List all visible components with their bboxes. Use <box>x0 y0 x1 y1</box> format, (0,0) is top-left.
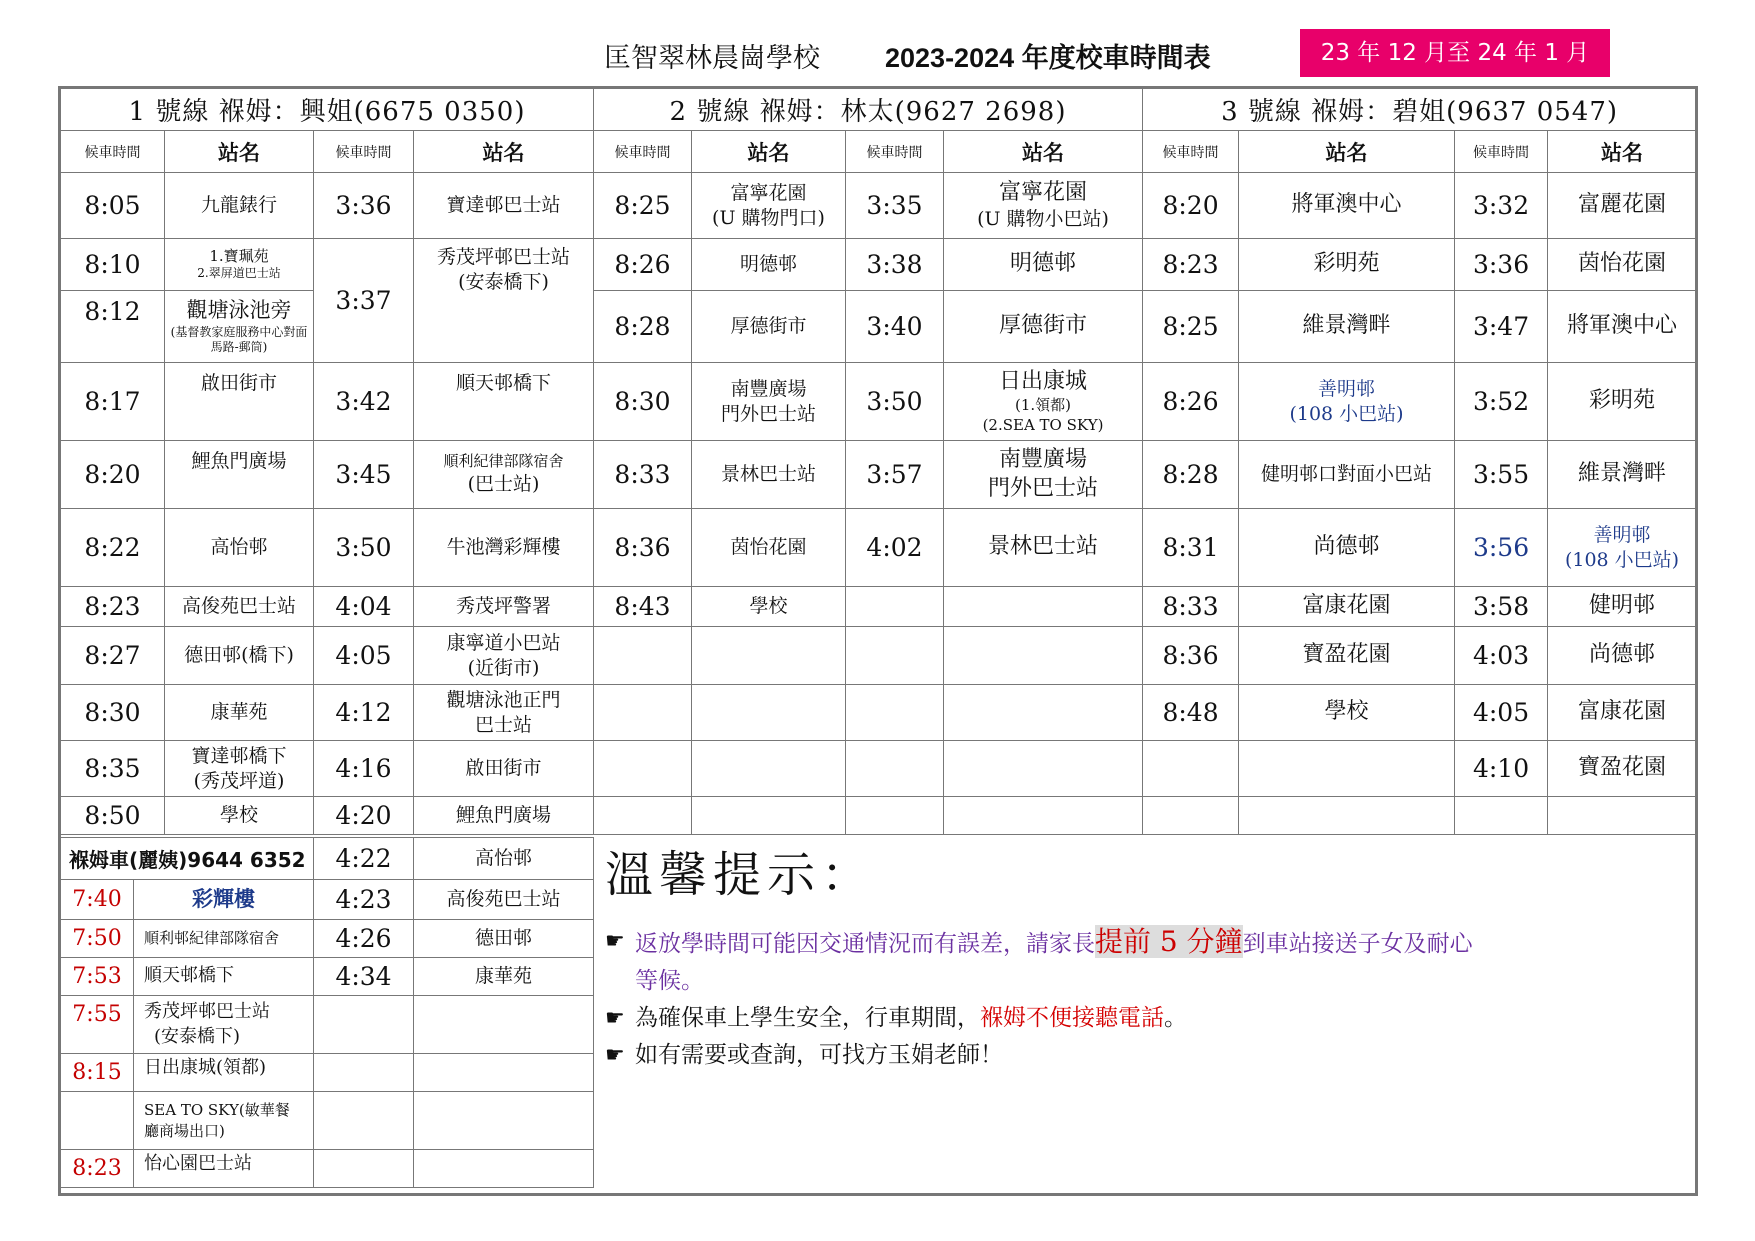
pm-time: 4:04 <box>314 587 414 627</box>
pm-stop: 德田邨 <box>414 920 594 958</box>
empty-cell <box>944 741 1143 797</box>
nanny-stop: 彩輝樓 <box>134 880 314 920</box>
col-header-time: 候車時間 <box>594 131 692 173</box>
pm-time: 4:03 <box>1455 627 1548 685</box>
col-header-stop: 站名 <box>1239 131 1455 173</box>
tip-item: ☛ 為確保車上學生安全，行車期間，褓姆不便接聽電話。 <box>605 1000 1693 1037</box>
pm-stop: 寶盈花園 <box>1548 741 1697 797</box>
pointing-hand-icon: ☛ <box>605 1043 625 1068</box>
am-time: 8:33 <box>1143 587 1239 627</box>
empty-cell <box>414 1150 594 1188</box>
empty-cell <box>692 627 846 685</box>
col-header-stop: 站名 <box>414 131 594 173</box>
am-stop: 厚德街市 <box>692 291 846 363</box>
pm-stop: 觀塘泳池正門 巴士站 <box>414 685 594 741</box>
nanny-stop: 日出康城(領都) <box>134 1054 314 1092</box>
nanny-car-table <box>60 837 594 1188</box>
empty-cell <box>1239 741 1455 797</box>
am-stop: 健明邨口對面小巴站 <box>1239 441 1455 509</box>
am-stop: 學校 <box>1239 685 1455 741</box>
nanny-time: 8:15 <box>61 1054 134 1092</box>
am-time: 8:30 <box>594 363 692 441</box>
am-stop: 景林巴士站 <box>692 441 846 509</box>
col-header-time: 候車時間 <box>1143 131 1239 173</box>
am-stop: 將軍澳中心 <box>1239 173 1455 239</box>
pm-stop: 高怡邨 <box>414 838 594 880</box>
nanny-time <box>61 1092 134 1150</box>
am-stop: 高俊苑巴士站 <box>165 587 314 627</box>
am-time: 8:48 <box>1143 685 1239 741</box>
nanny-time: 8:23 <box>61 1150 134 1188</box>
am-time: 8:36 <box>594 509 692 587</box>
am-time: 8:17 <box>61 363 165 441</box>
empty-cell <box>846 685 944 741</box>
empty-cell <box>846 797 944 835</box>
route3-title: 3 號線 褓姆：碧姐(9637 0547) <box>1143 89 1697 131</box>
am-time: 8:26 <box>594 239 692 291</box>
am-stop: 觀塘泳池旁 (基督教家庭服務中心對面馬路-郵筒) <box>165 291 314 363</box>
pm-stop: 康華苑 <box>414 958 594 996</box>
pm-time: 4:05 <box>1455 685 1548 741</box>
pm-time: 3:50 <box>846 363 944 441</box>
pm-stop: 富麗花園 <box>1548 173 1697 239</box>
empty-cell <box>692 685 846 741</box>
nanny-time: 7:55 <box>61 996 134 1054</box>
pm-time: 3:32 <box>1455 173 1548 239</box>
am-time: 8:28 <box>1143 441 1239 509</box>
empty-cell <box>944 685 1143 741</box>
col-header-stop: 站名 <box>944 131 1143 173</box>
am-time: 8:36 <box>1143 627 1239 685</box>
pm-time: 3:52 <box>1455 363 1548 441</box>
col-header-time: 候車時間 <box>61 131 165 173</box>
am-stop: 寶達邨橋下 (秀茂坪道) <box>165 741 314 797</box>
col-header-stop: 站名 <box>1548 131 1697 173</box>
nanny-stop: 怡心園巴士站 <box>134 1150 314 1188</box>
am-stop: 康華苑 <box>165 685 314 741</box>
nanny-stop: 順天邨橋下 <box>134 958 314 996</box>
pm-time: 3:57 <box>846 441 944 509</box>
tip-item: ☛ 返放學時間可能因交通情況而有誤差，請家長提前 5 分鐘到車站接送子女及耐心 等候。 <box>605 925 1473 994</box>
pm-time: 4:12 <box>314 685 414 741</box>
pm-stop: 健明邨 <box>1548 587 1697 627</box>
nanny-time: 7:50 <box>61 920 134 958</box>
am-stop: 彩明苑 <box>1239 239 1455 291</box>
pm-stop: 明德邨 <box>944 239 1143 291</box>
empty-cell <box>1143 797 1239 835</box>
route2-route3-table <box>593 88 1697 835</box>
route2-title: 2 號線 褓姆：林太(9627 2698) <box>594 89 1143 131</box>
am-time: 8:23 <box>1143 239 1239 291</box>
pm-stop: 秀茂坪警署 <box>414 587 594 627</box>
page-header <box>0 36 1755 76</box>
am-time: 8:28 <box>594 291 692 363</box>
nanny-stop: 秀茂坪邨巴士站 (安泰橋下) <box>134 996 314 1054</box>
empty-cell <box>1455 797 1548 835</box>
am-time: 8:23 <box>61 587 165 627</box>
pm-time: 3:56 <box>1455 509 1548 587</box>
pm-time: 4:20 <box>314 797 414 835</box>
pm-stop: 日出康城 (1.領都) (2.SEA TO SKY) <box>944 363 1143 441</box>
am-time: 8:27 <box>61 627 165 685</box>
pm-stop: 南豐廣場 門外巴士站 <box>944 441 1143 509</box>
pm-stop: 善明邨 (108 小巴站) <box>1548 509 1697 587</box>
pm-stop: 寶達邨巴士站 <box>414 173 594 239</box>
pm-stop: 啟田街市 <box>414 741 594 797</box>
pm-time: 3:38 <box>846 239 944 291</box>
am-stop: 德田邨(橋下) <box>165 627 314 685</box>
date-range-badge: 23 年 12 月至 24 年 1 月 <box>1300 29 1610 77</box>
pm-time: 3:36 <box>1455 239 1548 291</box>
nanny-time: 7:53 <box>61 958 134 996</box>
am-time: 8:43 <box>594 587 692 627</box>
am-stop: 善明邨 (108 小巴站) <box>1239 363 1455 441</box>
nanny-car-title: 褓姆車(麗姨)9644 6352 <box>61 838 314 880</box>
empty-cell <box>314 1054 414 1092</box>
pm-time: 3:55 <box>1455 441 1548 509</box>
empty-cell <box>314 1092 414 1150</box>
empty-cell <box>846 741 944 797</box>
am-stop: 富寧花園 (U 購物門口) <box>692 173 846 239</box>
pm-stop: 厚德街市 <box>944 291 1143 363</box>
pm-time: 4:10 <box>1455 741 1548 797</box>
pm-time: 4:34 <box>314 958 414 996</box>
pm-time: 3:37 <box>314 239 414 363</box>
empty-cell <box>846 627 944 685</box>
page-title: 2023-2024 年度校車時間表 <box>885 43 1211 73</box>
am-stop: 富康花園 <box>1239 587 1455 627</box>
pm-stop: 秀茂坪邨巴士站 (安泰橋下) <box>414 239 594 363</box>
empty-cell <box>846 587 944 627</box>
nanny-stop: 順利邨紀律部隊宿舍 <box>134 920 314 958</box>
empty-cell <box>944 797 1143 835</box>
am-time: 8:25 <box>594 173 692 239</box>
pm-stop: 富康花園 <box>1548 685 1697 741</box>
highlight-text: 提前 5 分鐘 <box>1095 925 1243 958</box>
empty-cell <box>1548 797 1697 835</box>
pm-stop: 尚德邨 <box>1548 627 1697 685</box>
am-time: 8:20 <box>1143 173 1239 239</box>
empty-cell <box>1143 741 1239 797</box>
pm-time: 4:16 <box>314 741 414 797</box>
empty-cell <box>594 741 692 797</box>
pm-time: 3:35 <box>846 173 944 239</box>
empty-cell <box>414 1054 594 1092</box>
pointing-hand-icon: ☛ <box>605 929 625 954</box>
empty-cell <box>1239 797 1455 835</box>
pm-stop: 順利紀律部隊宿舍 (巴士站) <box>414 441 594 509</box>
am-time: 8:12 <box>61 291 165 363</box>
tips-section <box>593 836 1693 1074</box>
am-stop: 維景灣畔 <box>1239 291 1455 363</box>
am-time: 8:05 <box>61 173 165 239</box>
am-time: 8:31 <box>1143 509 1239 587</box>
col-header-stop: 站名 <box>165 131 314 173</box>
am-stop: 啟田街市 <box>165 363 314 441</box>
empty-cell <box>314 1150 414 1188</box>
pm-stop: 富寧花園 (U 購物小巴站) <box>944 173 1143 239</box>
empty-cell <box>692 741 846 797</box>
pm-time: 4:22 <box>314 838 414 880</box>
tips-title: 溫馨提示： <box>605 847 876 903</box>
pm-stop: 鯉魚門廣場 <box>414 797 594 835</box>
pm-stop: 高俊苑巴士站 <box>414 880 594 920</box>
am-time: 8:10 <box>61 239 165 291</box>
route1-title: 1 號線 褓姆：興姐(6675 0350) <box>61 89 594 131</box>
am-time: 8:22 <box>61 509 165 587</box>
am-stop: 學校 <box>165 797 314 835</box>
pm-stop: 順天邨橋下 <box>414 363 594 441</box>
col-header-time: 候車時間 <box>1455 131 1548 173</box>
am-time: 8:50 <box>61 797 165 835</box>
am-stop: 茵怡花園 <box>692 509 846 587</box>
empty-cell <box>944 627 1143 685</box>
am-time: 8:33 <box>594 441 692 509</box>
am-time: 8:35 <box>61 741 165 797</box>
nanny-stop: SEA TO SKY(敏華餐 廳商場出口) <box>134 1092 314 1150</box>
am-time: 8:25 <box>1143 291 1239 363</box>
am-stop: 1.寶珮苑 2.翠屏道巴士站 <box>165 239 314 291</box>
route1-table <box>60 88 594 835</box>
tip-item: ☛ 如有需要或查詢，可找方玉娟老師！ <box>605 1037 1693 1074</box>
empty-cell <box>414 1092 594 1150</box>
am-time: 8:26 <box>1143 363 1239 441</box>
empty-cell <box>594 797 692 835</box>
col-header-time: 候車時間 <box>314 131 414 173</box>
nanny-time: 7:40 <box>61 880 134 920</box>
empty-cell <box>692 797 846 835</box>
pm-time: 3:45 <box>314 441 414 509</box>
pm-time: 4:26 <box>314 920 414 958</box>
am-stop: 尚德邨 <box>1239 509 1455 587</box>
pm-time: 3:36 <box>314 173 414 239</box>
am-stop: 寶盈花園 <box>1239 627 1455 685</box>
am-stop: 南豐廣場 門外巴士站 <box>692 363 846 441</box>
am-stop: 鯉魚門廣場 <box>165 441 314 509</box>
col-header-stop: 站名 <box>692 131 846 173</box>
am-time: 8:20 <box>61 441 165 509</box>
pm-stop: 茵怡花園 <box>1548 239 1697 291</box>
am-stop: 高怡邨 <box>165 509 314 587</box>
pm-time: 4:23 <box>314 880 414 920</box>
pm-time: 4:05 <box>314 627 414 685</box>
pointing-hand-icon: ☛ <box>605 1006 625 1031</box>
empty-cell <box>594 685 692 741</box>
pm-stop: 康寧道小巴站 (近街市) <box>414 627 594 685</box>
pm-stop: 彩明苑 <box>1548 363 1697 441</box>
pm-stop: 牛池灣彩輝樓 <box>414 509 594 587</box>
am-stop: 明德邨 <box>692 239 846 291</box>
school-name: 匡智翠林晨崗學校 <box>604 43 820 74</box>
pm-time: 3:47 <box>1455 291 1548 363</box>
am-stop: 學校 <box>692 587 846 627</box>
pm-time: 3:42 <box>314 363 414 441</box>
am-time: 8:30 <box>61 685 165 741</box>
pm-time: 4:02 <box>846 509 944 587</box>
empty-cell <box>594 627 692 685</box>
am-stop: 九龍錶行 <box>165 173 314 239</box>
pm-time: 3:58 <box>1455 587 1548 627</box>
pm-time: 3:40 <box>846 291 944 363</box>
empty-cell <box>944 587 1143 627</box>
col-header-time: 候車時間 <box>846 131 944 173</box>
pm-stop: 將軍澳中心 <box>1548 291 1697 363</box>
pm-stop: 景林巴士站 <box>944 509 1143 587</box>
empty-cell <box>314 996 414 1054</box>
pm-time: 3:50 <box>314 509 414 587</box>
empty-cell <box>414 996 594 1054</box>
pm-stop: 維景灣畔 <box>1548 441 1697 509</box>
